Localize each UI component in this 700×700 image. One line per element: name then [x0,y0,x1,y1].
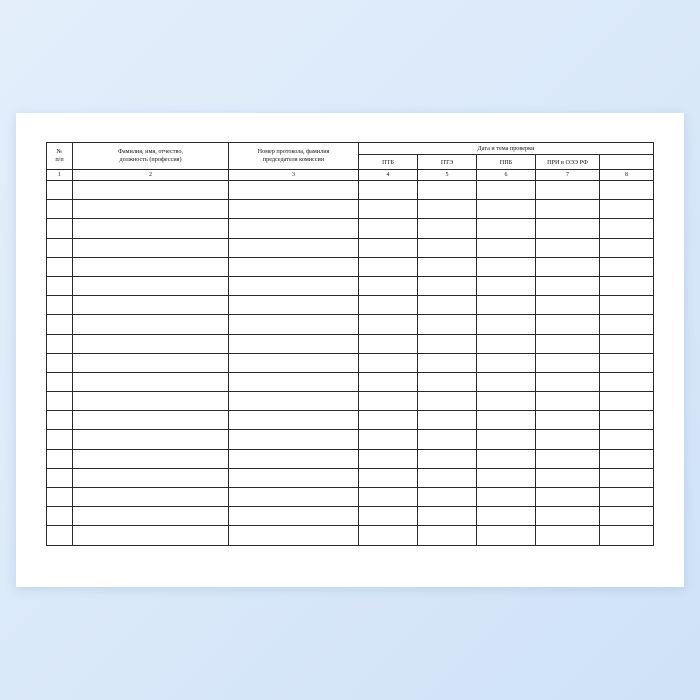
table-cell [73,181,229,200]
table-cell [73,526,229,545]
header-fio-line1: Фамилия, имя, отчество, [117,147,184,155]
table-cell [73,507,229,526]
table-cell [477,200,536,219]
table-cell [600,200,654,219]
header-sub-ptb: ПТБ [359,155,418,170]
colnum-5: 5 [418,170,477,181]
table-cell [600,315,654,334]
table-cell [73,315,229,334]
table-cell [73,257,229,276]
table-cell [477,219,536,238]
table-cell [418,219,477,238]
header-sub-pte: ПТЭ [418,155,477,170]
table-cell [536,334,600,353]
table-cell [600,526,654,545]
table-row [47,238,654,257]
table-cell [600,181,654,200]
table-cell [229,200,359,219]
table-cell [600,296,654,315]
table-cell [600,488,654,507]
table-cell [536,276,600,295]
table-cell [418,257,477,276]
table-cell [47,200,73,219]
table-cell [418,411,477,430]
table-cell [418,430,477,449]
table-cell [359,181,418,200]
table-row [47,353,654,372]
table-cell [73,200,229,219]
table-cell [359,219,418,238]
colnum-2: 2 [73,170,229,181]
table-cell [536,372,600,391]
table-row [47,219,654,238]
table-cell [477,315,536,334]
header-protocol [229,143,359,170]
table-cell [418,372,477,391]
table-cell [477,430,536,449]
header-sub-empty [600,155,654,170]
table-cell [359,392,418,411]
table-row [47,411,654,430]
table-cell [229,526,359,545]
header-fio-line2: должность (профессия) [119,156,182,163]
table-cell [73,353,229,372]
table-cell [418,526,477,545]
table-row [47,449,654,468]
table-cell [73,468,229,487]
table-cell [536,468,600,487]
table-cell [229,392,359,411]
table-cell [600,219,654,238]
table-cell [536,449,600,468]
table-cell [359,411,418,430]
table-cell [73,219,229,238]
table-cell [229,411,359,430]
table-cell [536,430,600,449]
table-cell [229,219,359,238]
table-cell [73,238,229,257]
table-row [47,526,654,545]
column-number-row [47,170,654,181]
table-cell [418,353,477,372]
table-cell [536,257,600,276]
table-cell [477,276,536,295]
table-cell [73,372,229,391]
table-cell [477,411,536,430]
table-cell [359,507,418,526]
table-cell [418,315,477,334]
table-cell [536,507,600,526]
table-cell [600,257,654,276]
table-cell [47,334,73,353]
table-cell [536,238,600,257]
table-cell [600,276,654,295]
table-cell [229,238,359,257]
table-cell [229,430,359,449]
table-cell [359,372,418,391]
table-cell [47,526,73,545]
colnum-4: 4 [359,170,418,181]
colnum-7: 7 [536,170,600,181]
table-cell [536,296,600,315]
table-cell [229,507,359,526]
table-cell [73,276,229,295]
table-cell [477,507,536,526]
table-cell [47,507,73,526]
table-cell [47,449,73,468]
table-cell [418,392,477,411]
table-cell [229,488,359,507]
header-number-line2: п/п [55,156,64,163]
table-cell [418,449,477,468]
table-cell [229,296,359,315]
table-cell [477,392,536,411]
table-cell [418,238,477,257]
table-cell [477,296,536,315]
table-cell [359,257,418,276]
table-cell [229,449,359,468]
table-cell [229,372,359,391]
header-protocol-line1: Номер протокола, фамилия [257,147,330,155]
header-sub-pri: ПРИ в ОЭЭ РФ [536,155,600,170]
table-cell [418,276,477,295]
table-body [47,181,654,546]
table-cell [418,296,477,315]
table-cell [600,430,654,449]
table-cell [600,411,654,430]
table-cell [477,238,536,257]
header-number-line1: № [56,147,63,155]
table-cell [229,181,359,200]
table-cell [73,334,229,353]
table-cell [359,276,418,295]
table-cell [418,507,477,526]
table-cell [600,353,654,372]
colnum-1: 1 [47,170,73,181]
table-cell [47,411,73,430]
table-cell [418,468,477,487]
table-cell [418,181,477,200]
table-cell [477,488,536,507]
colnum-6: 6 [477,170,536,181]
table-cell [47,392,73,411]
table-cell [418,488,477,507]
table-cell [418,334,477,353]
table-cell [73,411,229,430]
table-row [47,276,654,295]
table-cell [359,468,418,487]
table-row [47,181,654,200]
table-cell [536,315,600,334]
paper-sheet [16,113,684,587]
table-cell [600,334,654,353]
table-cell [477,181,536,200]
table-cell [536,200,600,219]
journal-table [46,142,654,546]
table-cell [477,526,536,545]
table-cell [418,200,477,219]
table-container [46,142,654,546]
table-cell [229,276,359,295]
table-cell [477,353,536,372]
table-cell [229,468,359,487]
colnum-3: 3 [229,170,359,181]
table-row [47,334,654,353]
table-cell [359,449,418,468]
table-cell [73,296,229,315]
table-cell [73,488,229,507]
colnum-8: 8 [600,170,654,181]
table-cell [73,449,229,468]
table-row [47,372,654,391]
table-row [47,392,654,411]
table-row [47,430,654,449]
header-fio [73,143,229,170]
table-cell [229,334,359,353]
table-cell [536,392,600,411]
table-cell [229,315,359,334]
table-cell [47,181,73,200]
table-cell [359,488,418,507]
table-cell [73,392,229,411]
table-row [47,257,654,276]
table-cell [600,392,654,411]
table-cell [359,353,418,372]
table-cell [47,219,73,238]
header-protocol-line2: председателя комиссии [262,156,325,163]
table-row [47,315,654,334]
table-cell [600,238,654,257]
header-sub-ppb: ППБ [477,155,536,170]
table-cell [229,353,359,372]
table-cell [359,315,418,334]
table-cell [47,430,73,449]
table-row [47,296,654,315]
table-cell [536,526,600,545]
table-row [47,468,654,487]
table-cell [359,430,418,449]
table-cell [600,468,654,487]
table-cell [477,468,536,487]
table-cell [359,238,418,257]
table-cell [73,430,229,449]
header-row-top [47,143,654,155]
table-cell [536,219,600,238]
header-number [47,143,73,170]
table-cell [477,334,536,353]
table-cell [536,488,600,507]
table-cell [600,449,654,468]
table-cell [359,296,418,315]
table-row [47,507,654,526]
table-row [47,488,654,507]
table-cell [477,372,536,391]
table-cell [47,276,73,295]
table-cell [536,353,600,372]
table-cell [47,353,73,372]
table-cell [536,181,600,200]
table-cell [359,526,418,545]
table-cell [600,372,654,391]
table-cell [536,411,600,430]
table-cell [600,507,654,526]
table-cell [47,372,73,391]
table-cell [477,449,536,468]
table-cell [477,257,536,276]
table-cell [47,257,73,276]
table-cell [47,315,73,334]
table-cell [359,200,418,219]
table-cell [359,334,418,353]
table-cell [47,238,73,257]
table-cell [47,296,73,315]
table-head [47,143,654,181]
table-cell [47,488,73,507]
table-row [47,200,654,219]
header-group-check: Дата и тема проверки [359,143,654,155]
table-cell [229,257,359,276]
table-cell [47,468,73,487]
